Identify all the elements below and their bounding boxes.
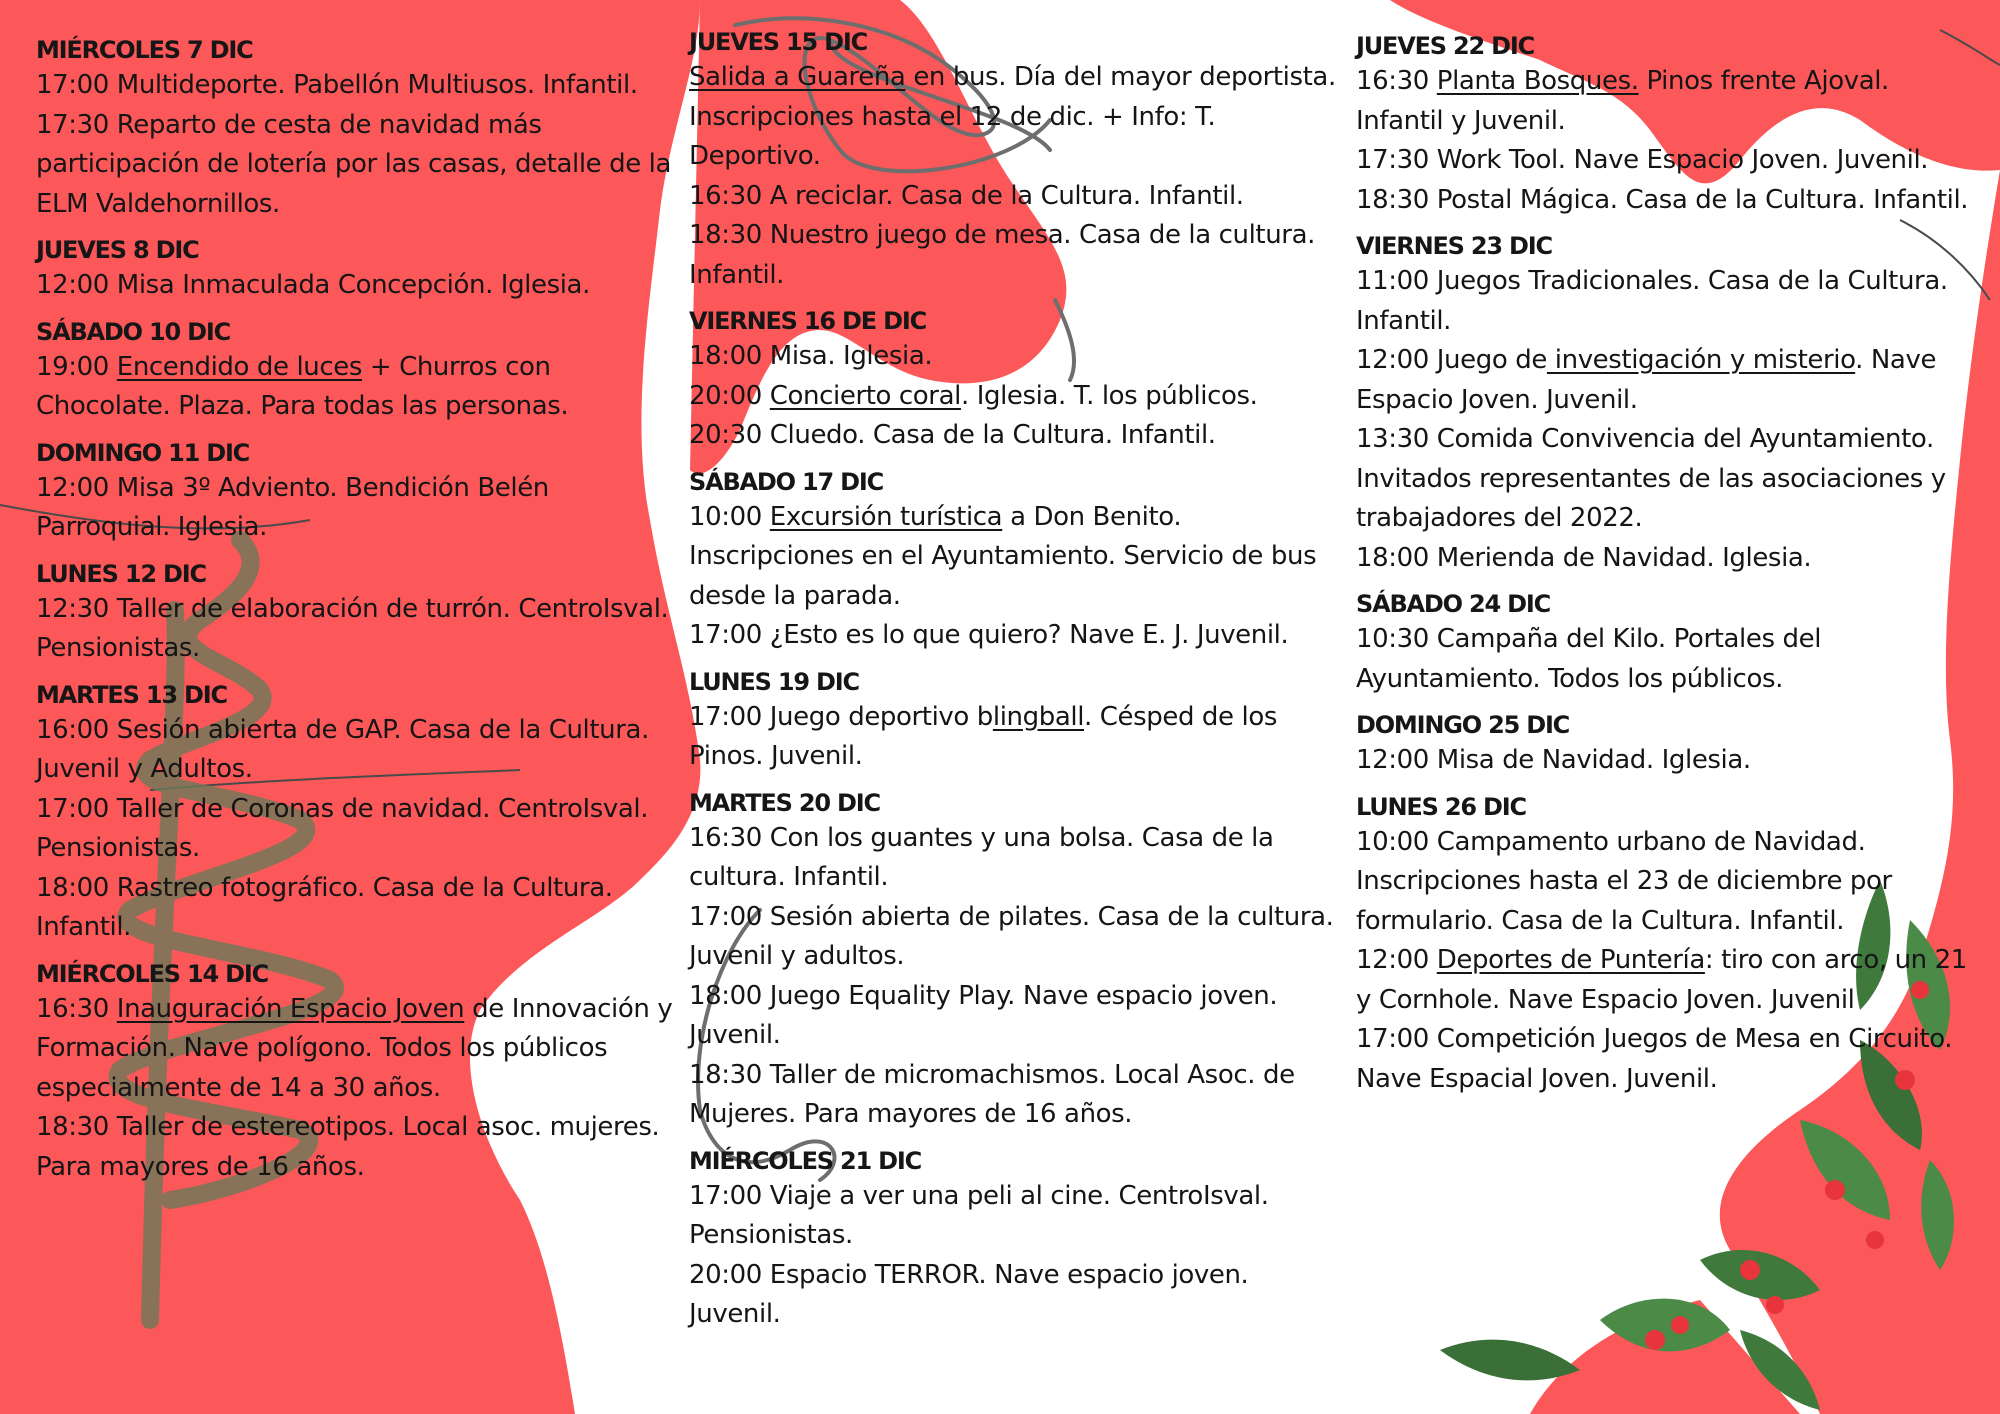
day-title: DOMINGO 11 DIC <box>36 438 250 467</box>
event-text: 10:30 Campaña del Kilo. Portales del Ayuntamiento. Todos los públicos. <box>1356 624 1822 694</box>
event-line <box>689 416 1339 456</box>
event-line <box>36 869 676 948</box>
day-title: JUEVES 22 DIC <box>1356 32 1535 60</box>
event-text: . Iglesia. T. los públicos. <box>960 380 1258 411</box>
event-text: 10:00 <box>689 501 770 532</box>
event-text: 17:00 ¿Esto es lo que quiero? Nave E. J. Juvenil. <box>689 620 1289 650</box>
day-block <box>689 1145 1339 1335</box>
day-block <box>689 26 1339 295</box>
event-text: : tiro con arco, un 21 y Cornhole. Nave Espacio Joven. Juvenil <box>1356 945 1967 1015</box>
day-title: VIERNES 23 DIC <box>1356 232 1552 260</box>
event-text: 12:00 Misa de Navidad. Iglesia. <box>1356 745 1751 775</box>
event-text: 17:30 Reparto de cesta de navidad más participación de lotería por las casas, detalle de la ELM Valdehornillos. <box>36 109 672 219</box>
day-block <box>36 34 676 224</box>
day-title: VIERNES 16 DE DIC <box>689 307 926 335</box>
event-text: 20:00 Espacio TERROR. Nave espacio joven. Juvenil. <box>689 1259 1249 1329</box>
event-line <box>1356 1020 1976 1099</box>
event-line <box>689 1056 1339 1135</box>
day-title: MIÉRCOLES 7 DIC <box>36 36 253 64</box>
day-title: MARTES 13 DIC <box>36 680 227 709</box>
event-line <box>1356 620 1976 699</box>
event-link-text: Planta Bosques. <box>1436 66 1639 96</box>
event-link-text: investigación y misterio <box>1546 345 1856 375</box>
day-title: MIÉRCOLES 21 DIC <box>689 1146 922 1175</box>
event-text: 20:30 Cluedo. Casa de la Cultura. Infantil. <box>689 420 1216 450</box>
event-line <box>36 106 676 225</box>
event-link-text: Concierto coral <box>769 380 961 411</box>
event-line <box>1356 823 1976 942</box>
column-1 <box>36 34 676 1197</box>
event-line <box>36 790 676 869</box>
day-block <box>689 466 1339 656</box>
event-text: + Churros con Chocolate. Plaza. Para todas las personas. <box>36 351 569 421</box>
event-line <box>36 266 676 306</box>
event-text: a Don Benito. Inscripciones en el Ayuntamiento. Servicio de bus desde la parada. <box>689 501 1317 611</box>
day-block <box>1356 588 1976 699</box>
column-2 <box>689 26 1339 1345</box>
event-line <box>36 66 676 106</box>
event-text: de Innovación y Formación. Nave polígono. Todos los públicos especialmente de 14 a 30 años. <box>36 993 673 1103</box>
day-title: SÁBADO 10 DIC <box>36 317 231 346</box>
event-text: 17:00 Competición Juegos de Mesa en Circuito. Nave Espacial Joven. Juvenil. <box>1356 1024 1953 1094</box>
event-text: 16:00 Sesión abierta de GAP. Casa de la Cultura. Juvenil y Adultos. <box>36 714 649 784</box>
event-text: Pinos frente Ajoval. Infantil y Juvenil. <box>1356 66 1889 136</box>
day-title: DOMINGO 25 DIC <box>1356 711 1570 739</box>
event-text: 18:00 Merienda de Navidad. Iglesia. <box>1356 542 1812 573</box>
event-text: 16:30 Con los guantes y una bolsa. Casa de la cultura. Infantil. <box>689 822 1274 892</box>
event-line <box>1356 539 1976 579</box>
event-line <box>689 58 1339 177</box>
day-title: SÁBADO 17 DIC <box>689 467 884 496</box>
day-block <box>1356 230 1976 578</box>
day-title: LUNES 26 DIC <box>1356 792 1526 821</box>
event-line <box>1356 62 1976 141</box>
event-line <box>689 898 1339 977</box>
event-line <box>689 216 1339 295</box>
event-line <box>36 711 676 790</box>
day-block <box>1356 709 1976 781</box>
event-text: 11:00 Juegos Tradicionales. Casa de la Cultura. Infantil. <box>1356 266 1948 336</box>
event-line <box>689 616 1339 656</box>
event-line <box>689 1177 1339 1256</box>
event-line <box>689 1256 1339 1335</box>
day-block <box>689 787 1339 1135</box>
day-title: JUEVES 8 DIC <box>36 236 199 264</box>
event-text: 16:30 <box>36 993 117 1024</box>
day-block <box>36 316 676 427</box>
event-text: 12:30 Taller de elaboración de turrón. CentroIsval. Pensionistas. <box>36 593 669 663</box>
event-text: 18:30 Taller de micromachismos. Local Asoc. de Mujeres. Para mayores de 16 años. <box>689 1059 1295 1129</box>
event-line <box>689 377 1339 417</box>
event-text: 18:00 Juego Equality Play. Nave espacio joven. Juvenil. <box>689 980 1278 1050</box>
event-text: 18:30 Taller de estereotipos. Local asoc. mujeres. Para mayores de 16 años. <box>36 1112 660 1182</box>
event-text: 17:00 Multideporte. Pabellón Multiusos. Infantil. <box>36 70 638 100</box>
day-title: JUEVES 15 DIC <box>689 28 868 56</box>
event-line <box>36 1108 676 1187</box>
event-line <box>689 819 1339 898</box>
event-link-text: Encendido de luces <box>116 351 362 382</box>
day-block <box>36 234 676 306</box>
event-text: 18:30 Postal Mágica. Casa de la Cultura. Infantil. <box>1356 184 1969 215</box>
event-link-text: Deportes de Puntería <box>1436 945 1705 975</box>
event-text: 12:00 <box>1356 945 1437 975</box>
event-line <box>1356 420 1976 539</box>
event-line <box>689 177 1339 217</box>
event-line <box>36 469 676 548</box>
event-text: 18:00 Misa. Iglesia. <box>689 341 933 371</box>
event-line <box>36 990 676 1109</box>
event-line <box>1356 341 1976 420</box>
event-text: 16:30 A reciclar. Casa de la Cultura. Infantil. <box>689 180 1244 211</box>
event-line <box>36 348 676 427</box>
day-block <box>36 958 676 1188</box>
event-text: 17:00 Viaje a ver una peli al cine. CentroIsval. Pensionistas. <box>689 1180 1269 1250</box>
column-3 <box>1356 30 1976 1109</box>
event-line <box>689 498 1339 617</box>
event-text: . Césped de los Pinos. Juvenil. <box>689 701 1277 771</box>
event-link-text: Salida a Guareña <box>689 62 906 92</box>
event-text: 12:00 Misa Inmaculada Concepción. Iglesia. <box>36 270 590 300</box>
event-line <box>1356 181 1976 221</box>
event-link-text: Inauguración Espacio Joven <box>116 993 465 1024</box>
day-block <box>1356 791 1976 1100</box>
event-text: 12:00 Juego de <box>1356 345 1547 375</box>
event-text: 18:30 Nuestro juego de mesa. Casa de la cultura. Infantil. <box>689 220 1315 290</box>
event-text: 17:00 Juego deportivo b <box>689 701 993 732</box>
day-block <box>36 679 676 948</box>
event-text: 17:00 Taller de Coronas de navidad. CentroIsval. Pensionistas. <box>36 793 649 863</box>
event-line <box>689 337 1339 377</box>
day-block <box>36 558 676 669</box>
event-line <box>1356 262 1976 341</box>
event-text: 17:30 Work Tool. Nave Espacio Joven. Juvenil. <box>1356 145 1929 175</box>
event-line <box>1356 741 1976 781</box>
event-text: 12:00 Misa 3º Adviento. Bendición Belén Parroquial. Iglesia. <box>36 472 549 542</box>
event-link-text: Excursión turística <box>769 501 1003 532</box>
day-block <box>689 305 1339 456</box>
event-line <box>689 977 1339 1056</box>
event-text: 17:00 Sesión abierta de pilates. Casa de la cultura. Juvenil y adultos. <box>689 901 1334 971</box>
day-title: SÁBADO 24 DIC <box>1356 590 1551 618</box>
event-line <box>36 590 676 669</box>
event-link-text: lingball <box>992 701 1085 732</box>
event-line <box>1356 141 1976 181</box>
day-title: LUNES 19 DIC <box>689 667 859 696</box>
event-text: 10:00 Campamento urbano de Navidad. Inscripciones hasta el 23 de diciembre por formulario. Casa de la Cultura. Infantil. <box>1356 826 1892 936</box>
event-text: en bus. Día del mayor deportista. Inscripciones hasta el 12 de dic. + Info: T. Deportivo. <box>689 62 1336 171</box>
day-block <box>689 666 1339 777</box>
event-text: 20:00 <box>689 380 770 411</box>
event-text: 18:00 Rastreo fotográfico. Casa de la Cultura. Infantil. <box>36 872 613 942</box>
day-block <box>1356 30 1976 220</box>
day-block <box>36 437 676 548</box>
event-line <box>1356 941 1976 1020</box>
event-text: 13:30 Comida Convivencia del Ayuntamiento. Invitados representantes de las asociaciones y trabajadores del 2022. <box>1356 424 1946 533</box>
event-text: 19:00 <box>36 351 117 382</box>
day-title: MIÉRCOLES 14 DIC <box>36 959 269 988</box>
day-title: MARTES 20 DIC <box>689 788 880 817</box>
event-text: 16:30 <box>1356 66 1437 96</box>
event-line <box>689 698 1339 777</box>
event-text: . Nave Espacio Joven. Juvenil. <box>1356 345 1937 415</box>
day-title: LUNES 12 DIC <box>36 559 206 588</box>
